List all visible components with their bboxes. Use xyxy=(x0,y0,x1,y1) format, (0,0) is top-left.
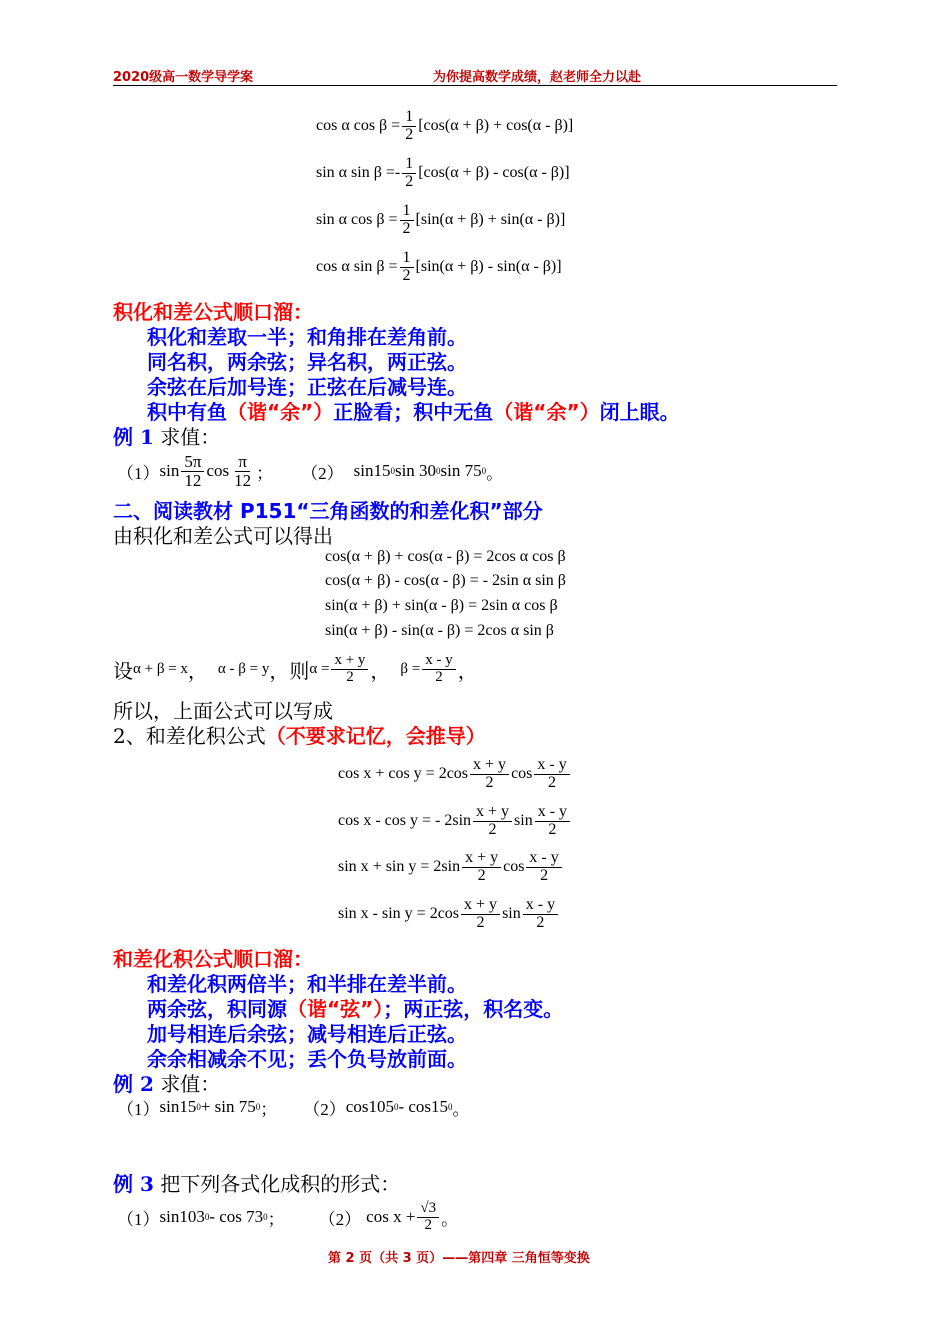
formula-sum-1: cos x + cos y = 2cos $\frac{x + y}{2}$ cos $\frac{x - y}{2}$ xyxy=(338,753,572,795)
example-1-heading: 例 1 求值： xyxy=(113,425,221,449)
header-divider xyxy=(113,85,837,86)
mnemonic-1-title: 积化和差公式顺口溜： xyxy=(113,300,313,324)
example-2-heading: 例 2 求值： xyxy=(113,1072,221,1096)
sum-identity-4: sin(α + β) - sin(α - β) = 2cos α sin β xyxy=(325,622,554,639)
mnemonic-1-line-1: 积化和差取一半；和角排在差角前。 xyxy=(147,325,467,349)
example-3-problems: （1） sin103 0 - cos 73 0 ； （2） cos x + $\frac{√3}{2}$ 。 xyxy=(117,1199,459,1233)
section-2-subtitle: 2、和差化积公式（不要求记忆，会推导） xyxy=(113,724,486,748)
mnemonic-2-line-2: 两余弦，积同源（谐“弦”）；两正弦，积名变。 xyxy=(147,997,564,1021)
formula-product-3: sin α cos β = $\frac{1}{2}$ [sin(α + β) + sin(α - β)] xyxy=(316,201,566,237)
mnemonic-2-title: 和差化积公式顺口溜： xyxy=(113,947,313,971)
section-2-title: 二、阅读教材 P151“三角函数的和差化积”部分 xyxy=(113,499,543,523)
header-right: 为你提高数学成绩，赵老师全力以赴 xyxy=(433,70,642,85)
formula-product-2: sin α sin β = - $\frac{1}{2}$ [cos(α + β) - cos(α - β)] xyxy=(316,154,570,190)
section-2-intro: 由积化和差公式可以得出 xyxy=(113,524,333,548)
header-left: 2020级高一数学导学案 xyxy=(113,70,254,85)
mnemonic-2-line-3: 加号相连后余弦；减号相连后正弦。 xyxy=(147,1022,467,1046)
sum-identity-3: sin(α + β) + sin(α - β) = 2sin α cos β xyxy=(325,597,558,614)
sum-identity-2: cos(α + β) - cos(α - β) = - 2sin α sin β xyxy=(325,572,566,589)
mnemonic-1-line-3: 余弦在后加号连；正弦在后减号连。 xyxy=(147,375,467,399)
example-1-problems: （1） sin $\frac{5\pi}{12}$ cos $\frac{\pi}{12}$ ； （2） sin15 0 sin 30 0 sin 75 0 。 xyxy=(117,451,504,490)
substitution-line: 设 α + β = x ， α - β = y ，则 α = $\frac{x + y}{2}$ ， β = $\frac{x - y}{2}$ ， xyxy=(113,651,478,685)
sum-identity-1: cos(α + β) + cos(α - β) = 2cos α cos β xyxy=(325,548,566,565)
formula-sum-2: cos x - cos y = - 2sin $\frac{x + y}{2}$ sin $\frac{x - y}{2}$ xyxy=(338,800,572,842)
formula-sum-4: sin x - sin y = 2cos $\frac{x + y}{2}$ sin $\frac{x - y}{2}$ xyxy=(338,893,560,935)
formula-product-4: cos α sin β = $\frac{1}{2}$ [sin(α + β) - sin(α - β)] xyxy=(316,248,562,284)
mnemonic-2-line-1: 和差化积两倍半；和半排在差半前。 xyxy=(147,972,467,996)
example-2-problems: （1） sin15 0 + sin 75 0 ； （2） cos105 0 - cos15 0 。 xyxy=(117,1097,470,1119)
section-2-so: 所以，上面公式可以写成 xyxy=(113,699,333,723)
mnemonic-2-line-4: 余余相减余不见；丢个负号放前面。 xyxy=(147,1047,467,1071)
page-footer: 第 2 页（共 3 页）——第四章 三角恒等变换 xyxy=(328,1251,590,1266)
example-3-heading: 例 3 把下列各式化成积的形式： xyxy=(113,1172,401,1196)
formula-sum-3: sin x + sin y = 2sin $\frac{x + y}{2}$ cos $\frac{x - y}{2}$ xyxy=(338,846,564,888)
mnemonic-1-line-4: 积中有鱼（谐“余”）正脸看；积中无鱼（谐“余”）闭上眼。 xyxy=(147,400,680,424)
formula-product-1: cos α cos β = $\frac{1}{2}$ [cos(α + β) + cos(α - β)] xyxy=(316,107,574,143)
mnemonic-1-line-2: 同名积，两余弦；异名积，两正弦。 xyxy=(147,350,467,374)
